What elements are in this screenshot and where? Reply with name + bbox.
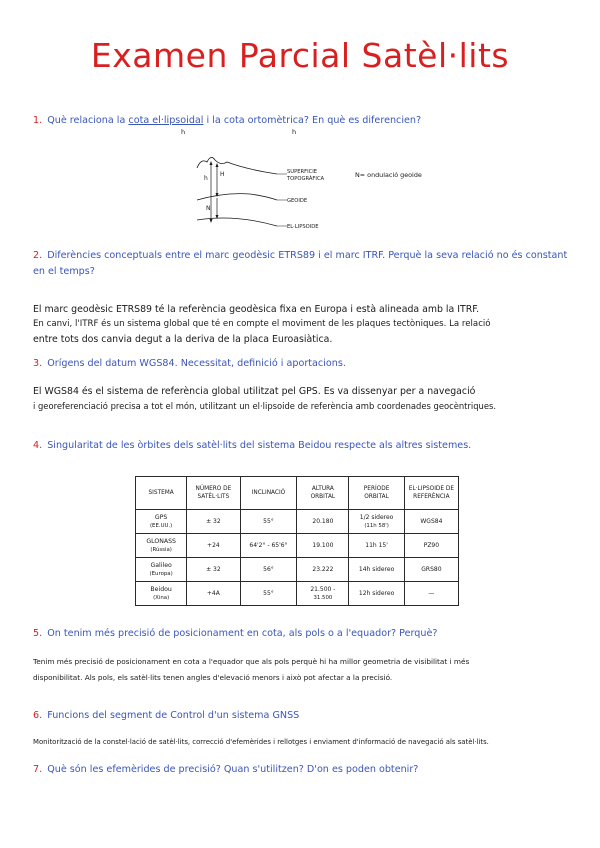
cell-ellipsoid: PZ90 — [404, 534, 458, 558]
cell-system: Galileo (Europa) — [136, 558, 187, 582]
cell-inclination: 56° — [240, 558, 297, 582]
table-row — [136, 534, 459, 558]
answer-6-line1: Monitorització de la constel·lació de satèl·lits, correcció d'efemèrides i rellotges i enviament d'informació de navegació als satèl·lits. — [33, 738, 489, 746]
question-5 — [33, 626, 573, 642]
table-header-row — [136, 477, 459, 510]
cell-ellipsoid: WGS84 — [404, 510, 458, 534]
answer-2 — [33, 302, 578, 347]
label-h: h — [204, 175, 208, 182]
label-H: H — [220, 171, 225, 178]
gnss-systems-table — [135, 476, 459, 606]
question-6 — [33, 708, 573, 724]
answer-2-line1: El marc geodèsic ETRS89 té la referència geodèsica fixa en Europa i està alineada amb la ITRF. — [33, 304, 480, 315]
cell-system: GLONASS (Rússia) — [136, 534, 187, 558]
question-7 — [33, 762, 573, 778]
table-header: SISTEMA — [136, 477, 187, 510]
cell-altitude: 20.180 — [297, 510, 349, 534]
question-2-text-line2: en el temps? — [33, 266, 95, 277]
question-1-number: 1. — [33, 115, 43, 126]
cell-system: GPS (EE.UU.) — [136, 510, 187, 534]
answer-5-line2: disponibilitat. Als pols, els satèl·lits tenen angles d'elevació menors i això pot afectar a la precisió. — [33, 673, 393, 682]
label-ellipsoid: EL·LIPSOIDE — [287, 224, 319, 230]
answer-2-line3: entre tots dos canvia degut a la deriva de la placa Euroasiàtica. — [33, 334, 333, 345]
cell-ellipsoid: GRS80 — [404, 558, 458, 582]
cell-satellites: ± 32 — [187, 510, 240, 534]
question-4-number: 4. — [33, 440, 43, 451]
table-row — [136, 510, 459, 534]
table-row — [136, 582, 459, 606]
cell-period: 1/2 sidereo (11h 58') — [349, 510, 404, 534]
question-6-text: Funcions del segment de Control d'un sistema GNSS — [47, 710, 300, 721]
cell-altitude: 23.222 — [297, 558, 349, 582]
label-geoid: GEOIDE — [287, 198, 308, 204]
question-7-text: Què són les efemèrides de precisió? Quan s'utilitzen? D'on es poden obtenir? — [47, 764, 419, 775]
question-3-number: 3. — [33, 358, 43, 369]
cell-inclination: 55° — [240, 582, 297, 606]
question-4 — [33, 438, 573, 454]
question-1-text-post: i la cota ortomètrica? En què es diferencien? — [206, 115, 422, 126]
table-header: ALTURA ORBITAL — [297, 477, 349, 510]
table-header: INCLINACIÓ — [240, 477, 297, 510]
question-6-number: 6. — [33, 710, 43, 721]
table-row — [136, 558, 459, 582]
question-1-underlined: cota el·lipsoidal — [128, 115, 204, 126]
H-arrow-head-top — [216, 163, 219, 167]
label-surface-2: TOPOGRÀFICA — [287, 176, 325, 182]
answer-5-line1: Tenim més precisió de posicionament en cota a l'equador que als pols perquè hi ha millor geometria de visibilitat i més — [33, 657, 470, 666]
question-2 — [33, 248, 573, 280]
cell-period: 11h 15' — [349, 534, 404, 558]
cell-period: 12h sidereo — [349, 582, 404, 606]
question-2-number: 2. — [33, 250, 43, 261]
cell-altitude: 19.100 — [297, 534, 349, 558]
h-arrow-head-bottom — [210, 219, 213, 223]
geoid-line — [197, 194, 277, 200]
question-7-number: 7. — [33, 764, 43, 775]
answer-5 — [33, 654, 578, 686]
answer-6 — [33, 734, 578, 750]
question-5-number: 5. — [33, 628, 43, 639]
answer-3 — [33, 384, 578, 414]
diagram-svg — [195, 150, 475, 240]
ellipsoid-line — [197, 218, 277, 226]
h-arrow-head-top — [210, 161, 213, 165]
mark-h-right: h — [292, 128, 297, 136]
cell-period: 14h sidereo — [349, 558, 404, 582]
cell-satellites: +4A — [187, 582, 240, 606]
question-5-text: On tenim més precisió de posicionament en cota, als pols o a l'equador? Perquè? — [47, 628, 438, 639]
cell-inclination: 55° — [240, 510, 297, 534]
table-header: NÚMERO DE SATÈL·LITS — [187, 477, 240, 510]
page-title: Examen Parcial Satèl·lits — [90, 36, 510, 75]
table-header: PERÍODE ORBITAL — [349, 477, 404, 510]
cell-altitude: 21.500 - 31.500 — [297, 582, 349, 606]
question-3-text: Orígens del datum WGS84. Necessitat, definició i aportacions. — [47, 358, 346, 369]
question-4-text: Singularitat de les òrbites dels satèl·lits del sistema Beidou respecte als altres sistemes. — [47, 440, 472, 451]
cell-satellites: +24 — [187, 534, 240, 558]
cell-ellipsoid: — — [404, 582, 458, 606]
question-3 — [33, 356, 573, 372]
question-1-text-pre: Què relaciona la — [47, 115, 126, 126]
geoid-diagram — [195, 150, 475, 240]
answer-2-line2: En canvi, l'ITRF és un sistema global que té en compte el moviment de les plaques tectòniques. La relació — [33, 319, 491, 329]
label-undulation-note: N= ondulació geoide — [355, 171, 422, 179]
mark-h-left: h — [181, 128, 186, 136]
topographic-surface-line — [197, 157, 277, 174]
label-N: N — [206, 205, 211, 212]
question-2-text-line1: Diferències conceptuals entre el marc geodèsic ETRS89 i el marc ITRF. Perquè la seva relació no és constant — [47, 250, 568, 261]
answer-3-line2: i georeferenciació precisa a tot el món, utilitzant un el·lipsoide de referència amb coordenades geocèntriques. — [33, 401, 497, 411]
question-1 — [33, 113, 573, 129]
table-header: EL·LIPSOIDE DE REFERÈNCIA — [404, 477, 458, 510]
cell-satellites: ± 32 — [187, 558, 240, 582]
cell-system: Beidou (Xina) — [136, 582, 187, 606]
cell-inclination: 64'2° - 65'6° — [240, 534, 297, 558]
answer-3-line1: El WGS84 és el sistema de referència global utilitzat pel GPS. Es va dissenyar per a navegació — [33, 386, 476, 397]
label-surface-1: SUPERFICIE — [287, 169, 318, 175]
